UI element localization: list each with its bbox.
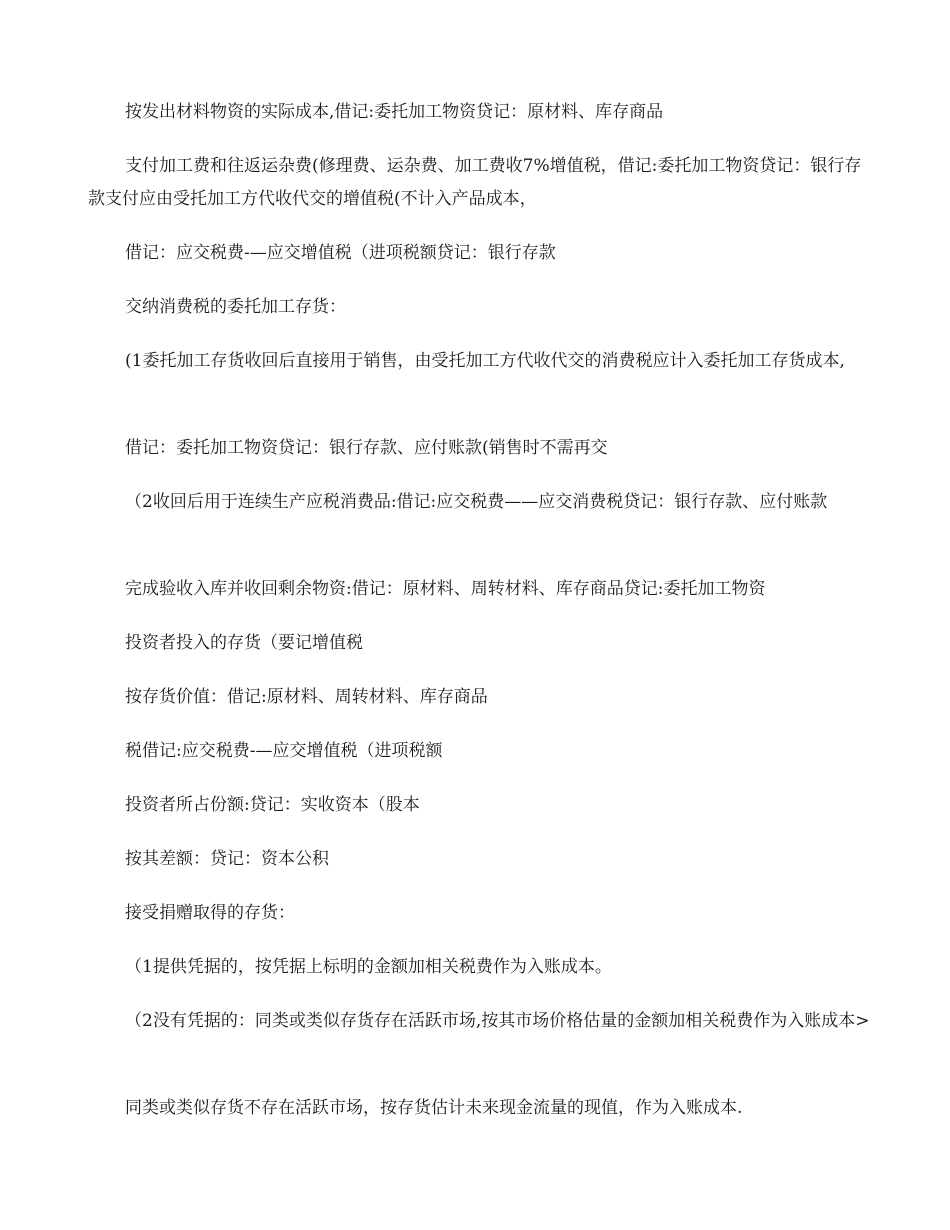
- paragraph-14: 接受捐赠取得的存货：: [125, 903, 295, 923]
- paragraph-2: 支付加工费和往返运杂费(修理费、运杂费、加工费收7%增值税，借记:委托加工物资贷记：银行存款支付应由受托加工方代收代交的增值税(不计入产品成本，: [88, 156, 862, 209]
- paragraph-9: 投资者投入的存货（要记增值税: [125, 633, 363, 653]
- paragraph-7: （2收回后用于连续生产应税消费品:借记:应交税费——应交消费税贷记：银行存款、应付账款: [125, 492, 828, 512]
- paragraph-12: 投资者所占份额:贷记：实收资本（股本: [125, 795, 420, 815]
- paragraph-16: （2没有凭据的：同类或类似存货存在活跃市场,按其市场价格估量的金额加相关税费作为入账成本>: [125, 1011, 870, 1031]
- paragraph-8: 完成验收入库并收回剩余物资:借记：原材料、周转材料、库存商品贷记:委托加工物资: [125, 579, 766, 599]
- paragraph-13: 按其差额：贷记：资本公积: [125, 849, 329, 869]
- paragraph-4: 交纳消费税的委托加工存货：: [125, 297, 346, 317]
- paragraph-1: 按发出材料物资的实际成本,借记:委托加工物资贷记：原材料、库存商品: [125, 102, 664, 122]
- paragraph-10: 按存货价值：借记:原材料、周转材料、库存商品: [125, 687, 488, 707]
- paragraph-6: 借记：委托加工物资贷记：银行存款、应付账款(销售时不需再交: [125, 438, 608, 458]
- paragraph-11: 税借记:应交税费-—应交增值税（进项税额: [125, 741, 443, 761]
- paragraph-3: 借记：应交税费-—应交增值税（进项税额贷记：银行存款: [125, 243, 556, 263]
- paragraph-5: (1委托加工存货收回后直接用于销售，由受托加工方代收代交的消费税应计入委托加工存货成本,: [125, 351, 845, 371]
- paragraph-15: （1提供凭据的，按凭据上标明的金额加相关税费作为入账成本。: [125, 957, 612, 977]
- paragraph-17: 同类或类似存货不存在活跃市场，按存货估计未来现金流量的现值，作为入账成本.: [125, 1098, 743, 1118]
